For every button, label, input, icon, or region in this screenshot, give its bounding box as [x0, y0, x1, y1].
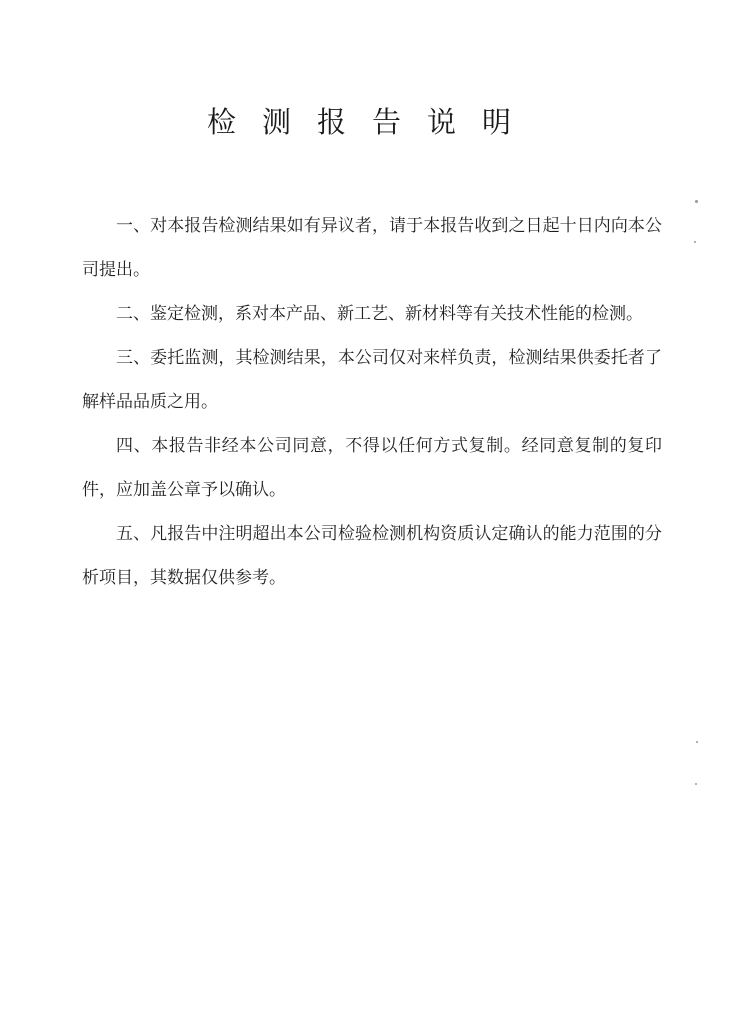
paragraph-2: 二、鉴定检测，系对本产品、新工艺、新材料等有关技术性能的检测。 — [116, 304, 643, 324]
paragraph-3: 三、委托监测，其检测结果，本公司仅对来样负责，检测结果供委托者了解样品品质之用。 — [82, 348, 662, 412]
scan-speck — [695, 783, 697, 785]
scan-speck — [696, 741, 698, 743]
document-title: 检测报告说明 — [206, 105, 537, 139]
paragraph-1: 一、对本报告检测结果如有异议者，请于本报告收到之日起十日内向本公司提出。 — [82, 216, 662, 280]
paragraph-4: 四、本报告非经本公司同意，不得以任何方式复制。经同意复制的复印件，应加盖公章予以确认。 — [82, 436, 662, 500]
scan-speck — [695, 200, 698, 203]
paragraph-5: 五、凡报告中注明超出本公司检验检测机构资质认定确认的能力范围的分析项目，其数据仅供参考。 — [82, 524, 662, 588]
scan-speck — [694, 241, 696, 243]
document-body — [82, 204, 662, 600]
